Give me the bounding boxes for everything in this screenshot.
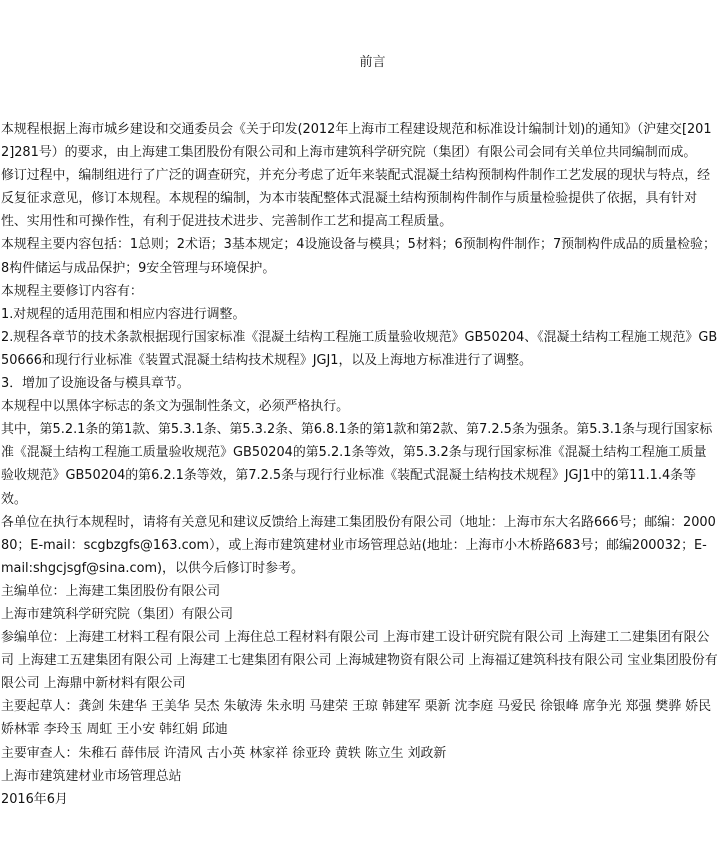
paragraph-main-drafters: 主要起草人：龚剑 朱建华 王美华 吴杰 朱敏涛 朱永明 马建荣 王琼 韩建军 栗新 沈李庭 马爱民 徐银峰 席争光 郑强 樊骅 娇民 娇林霏 李玲玉 周虹 王小安 韩红娟 邱迪 [1, 699, 712, 738]
paragraph-date: 2016年6月 [1, 791, 68, 807]
paragraph-revision-heading: 本规程主要修订内容有： [1, 283, 143, 299]
paragraph-participating-units: 参编单位：上海建工材料工程有限公司 上海住总工程材料有限公司 上海市建工设计研究院有限公司 上海建工二建集团有限公司 上海建工五建集团有限公司 上海建工七建集团有限公司 上海城建物资有限公司 上海福辽建筑科技有限公司 宝业集团股份有限公司 上海鼎中新材料有限公司 [1, 630, 718, 692]
paragraph-mandatory-note: 本规程中以黑体字标志的条文为强制性条文，必须严格执行。 [1, 399, 350, 415]
document-title: 前言 [359, 55, 386, 70]
paragraph-revision-item-3: 3．增加了设施设备与模具章节。 [1, 376, 190, 392]
paragraph-mandatory-clauses: 其中，第5.2.1条的第1款、第5.3.1条、第5.3.2条、第6.8.1条的第1款和第2款、第7.2.5条为强条。第5.3.1条与现行国家标准《混凝土结构工程施工质量验收规范》GB50204的第5.2.1条等效，第5.3.2条与现行国家标准《混凝土结构工程施工质量验收规范》GB50204的第6.2.1条等效，第7.2.5条与现行行业标准《装配式混凝土结构技术规程》JGJ1中的第11.1.4条等效。 [1, 422, 713, 507]
paragraph-issuing-body: 上海市建筑建材业市场管理总站 [1, 768, 182, 784]
paragraph-chief-editor-unit: 主编单位：上海建工集团股份有限公司 [1, 583, 221, 599]
paragraph-main-contents: 本规程主要内容包括：1总则；2术语；3基本规定；4设施设备与模具；5材料；6预制构件制作；7预制构件成品的质量检验；8构件储运与成品保护；9安全管理与环境保护。 [1, 237, 716, 276]
paragraph-main-reviewers: 主要审查人：朱稚石 薛伟辰 许清风 古小英 林家祥 徐亚玲 黄轶 陈立生 刘政新 [1, 745, 447, 761]
paragraph-basis: 本规程根据上海市城乡建设和交通委员会《关于印发(2012年上海市工程建设规范和标准设计编制计划)的通知》（沪建交[2012]281号）的要求，由上海建工集团股份有限公司和上海市建筑科学研究院（集团）有限公司会同有关单位共同编制而成。 [1, 122, 712, 161]
paragraph-feedback: 各单位在执行本规程时，请将有关意见和建议反馈给上海建工集团股份有限公司（地址：上海市东大名路666号；邮编：200080；E-mail：scgbzgfs@163.com），或上海市建筑建材业市场管理总站(地址：上海市小木桥路683号；邮编200032；E-mail:shgcjsgf@sina.com)，以供今后修订时参考。 [1, 514, 716, 576]
paragraph-revision-item-2: 2.规程各章节的技术条款根据现行国家标准《混凝土结构工程施工质量验收规范》GB50204、《混凝土结构工程施工规范》GB50666和现行行业标准《装置式混凝土结构技术规程》JGJ1，以及上海地方标准进行了调整。 [1, 329, 718, 368]
document-body [1, 118, 719, 811]
paragraph-revision-process: 修订过程中，编制组进行了广泛的调查研究，并充分考虑了近年来装配式混凝土结构预制构件制作工艺发展的现状与特点，经反复征求意见，修订本规程。本规程的编制，为本市装配整体式混凝土结构预制构件制作与质量检验提供了依据，具有针对性、实用性和可操作性，有利于促进技术进步、完善制作工艺和提高工程质量。 [1, 168, 710, 230]
paragraph-chief-editor-unit-2: 上海市建筑科学研究院（集团）有限公司 [1, 606, 234, 622]
paragraph-revision-item-1: 1.对规程的适用范围和相应内容进行调整。 [1, 306, 246, 322]
